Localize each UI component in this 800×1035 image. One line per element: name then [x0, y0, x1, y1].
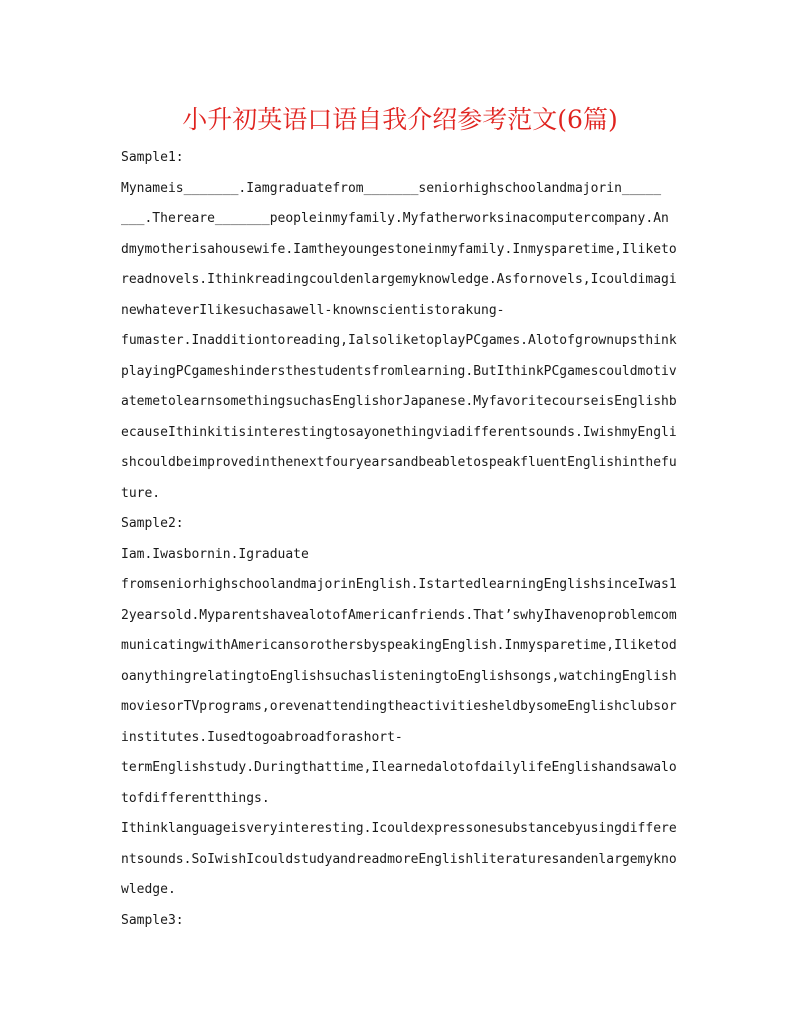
document-body	[121, 143, 691, 936]
text-line: atemetolearnsomethingsuchasEnglishorJapanese.MyfavoritecourseisEnglishb	[121, 394, 677, 409]
text-line: termEnglishstudy.Duringthattime,IlearnedalotofdailylifeEnglishandsawalo	[121, 760, 677, 775]
text-line: Mynameis_______.Iamgraduatefrom_______seniorhighschoolandmajorin_____	[121, 180, 662, 196]
text-line: Ithinklanguageisveryinteresting.Icouldexpressonesubstancebyusingdiffere	[121, 821, 677, 836]
text-line: ___.Thereare_______peopleinmyfamily.Myfatherworksinacomputercompany.An	[121, 211, 669, 226]
text-line: ture.	[121, 485, 161, 501]
text-line: fumaster.Inadditiontoreading,IalsoliketoplayPCgames.Alotofgrownupsthink	[121, 333, 677, 348]
text-line: oanythingrelatingtoEnglishsuchaslisteningtoEnglishsongs,watchingEnglish	[121, 668, 677, 684]
text-line: 2yearsold.MyparentshavealotofAmericanfriends.That’swhyIhavenoproblemcom	[121, 607, 677, 623]
text-line: institutes.Iusedtogoabroadforashort-	[121, 729, 403, 745]
document-title: 小升初英语口语自我介绍参考范文(6篇)	[182, 105, 618, 134]
text-line: municatingwithAmericansorothersbyspeakingEnglish.Inmysparetime,Iliketod	[121, 638, 677, 653]
text-line: fromseniorhighschoolandmajorinEnglish.IstartedlearningEnglishsinceIwas1	[121, 577, 677, 592]
text-line: playingPCgameshindersthestudentsfromlearning.ButIthinkPCgamescouldmotiv	[121, 363, 677, 379]
text-line: Sample1:	[121, 150, 184, 165]
text-line: dmymotherisahousewife.Iamtheyoungestoneinmyfamily.Inmysparetime,Iliketo	[121, 241, 677, 257]
text-line: tofdifferentthings.	[121, 790, 270, 806]
text-line: Sample3:	[121, 912, 184, 928]
text-line: wledge.	[121, 882, 176, 897]
text-line: readnovels.Ithinkreadingcouldenlargemyknowledge.Asfornovels,Icouldimagi	[121, 272, 677, 287]
text-line: ntsounds.SoIwishIcouldstudyandreadmoreEnglishliteraturesandenlargemykno	[121, 851, 677, 867]
text-line: Sample2:	[121, 516, 184, 531]
text-line: shcouldbeimprovedinthenextfouryearsandbeabletospeakfluentEnglishinthefu	[121, 455, 677, 470]
text-line: newhateverIlikesuchasawell-knownscientistorakung-	[121, 302, 505, 318]
text-line: moviesorTVprograms,orevenattendingtheactivitiesheldbysomeEnglishclubsor	[121, 699, 677, 714]
text-line: ecauseIthinkitisinterestingtosayonethingviadifferentsounds.IwishmyEngli	[121, 424, 677, 440]
text-line: Iam.Iwasbornin.Igraduate	[121, 546, 309, 562]
